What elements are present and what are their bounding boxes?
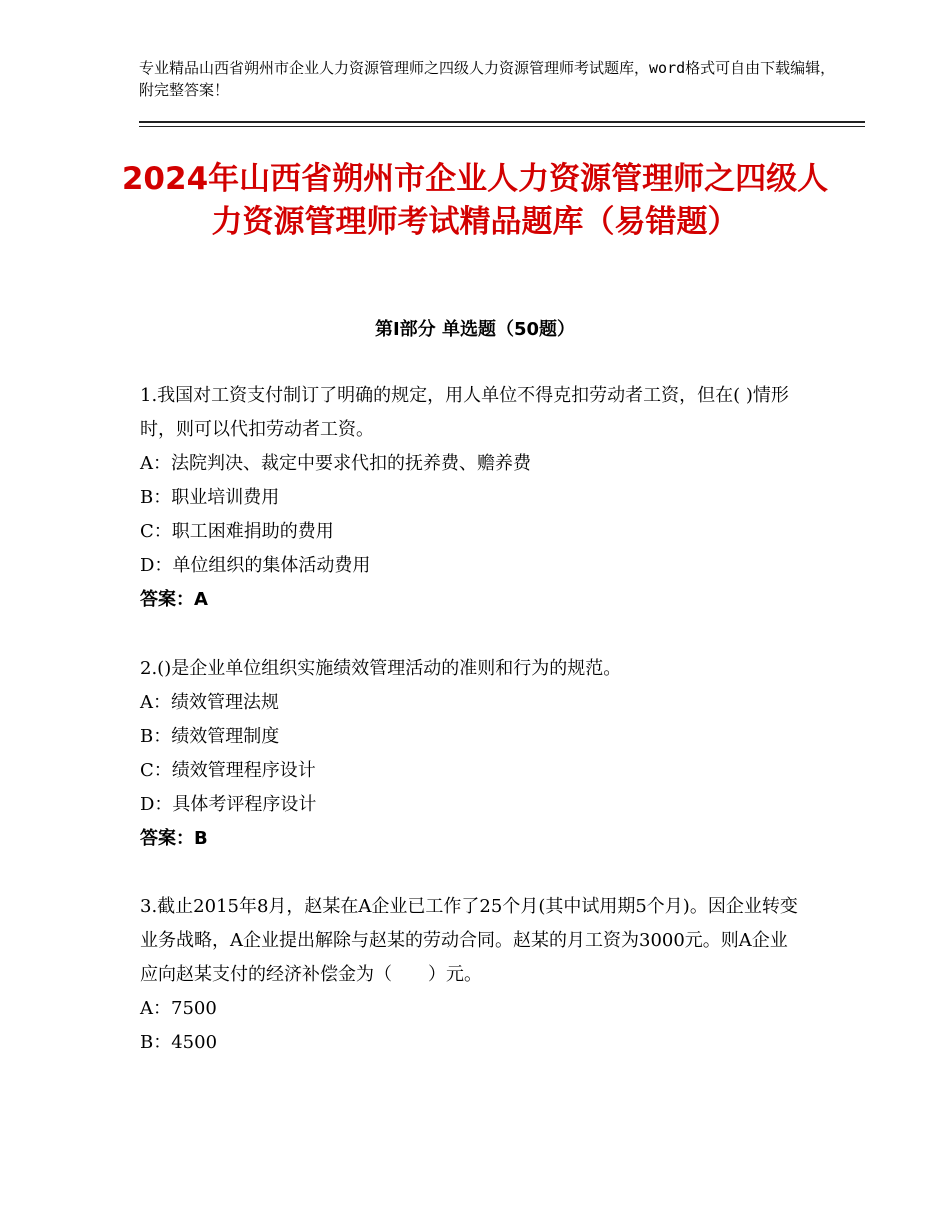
question-stem: 1.我国对工资支付制订了明确的规定，用人单位不得克扣劳动者工资，但在( )情形时，则可以代扣劳动者工资。 (140, 385, 789, 440)
answer-label: 答案：B (140, 828, 208, 849)
document-title: 2024年山西省朔州市企业人力资源管理师之四级人力资源管理师考试精品题库（易错题） (121, 161, 829, 240)
question-stem: 2.()是企业单位组织实施绩效管理活动的准则和行为的规范。 (140, 658, 622, 679)
question-3 (140, 890, 805, 1060)
option-d: D：具体考评程序设计 (140, 794, 317, 815)
question-1 (140, 379, 805, 617)
option-a: A：法院判决、裁定中要求代扣的抚养费、赡养费 (140, 453, 531, 474)
option-a: A：7500 (140, 998, 217, 1019)
option-b: B：4500 (140, 1032, 218, 1053)
header-divider-thin (139, 126, 865, 127)
option-a: A：绩效管理法规 (140, 692, 279, 713)
header-note: 专业精品山西省朔州市企业人力资源管理师之四级人力资源管理师考试题库，word格式可自由下载编辑，附完整答案！ (139, 59, 836, 99)
option-b: B：绩效管理制度 (140, 726, 280, 747)
answer-label: 答案：A (140, 589, 208, 610)
option-c: C：职工困难捐助的费用 (140, 521, 334, 542)
section-title: 第Ⅰ部分 单选题（50题） (374, 319, 575, 340)
question-2 (140, 652, 805, 856)
question-stem: 3.截止2015年8月，赵某在A企业已工作了25个月(其中试用期5个月)。因企业转变业务战略，A企业提出解除与赵某的劳动合同。赵某的月工资为3000元。则A企业应向赵某支付的经济补偿金为（ ）元。 (140, 896, 798, 985)
option-b: B：职业培训费用 (140, 487, 280, 508)
header-divider (139, 121, 865, 123)
option-c: C：绩效管理程序设计 (140, 760, 316, 781)
option-d: D：单位组织的集体活动费用 (140, 555, 371, 576)
